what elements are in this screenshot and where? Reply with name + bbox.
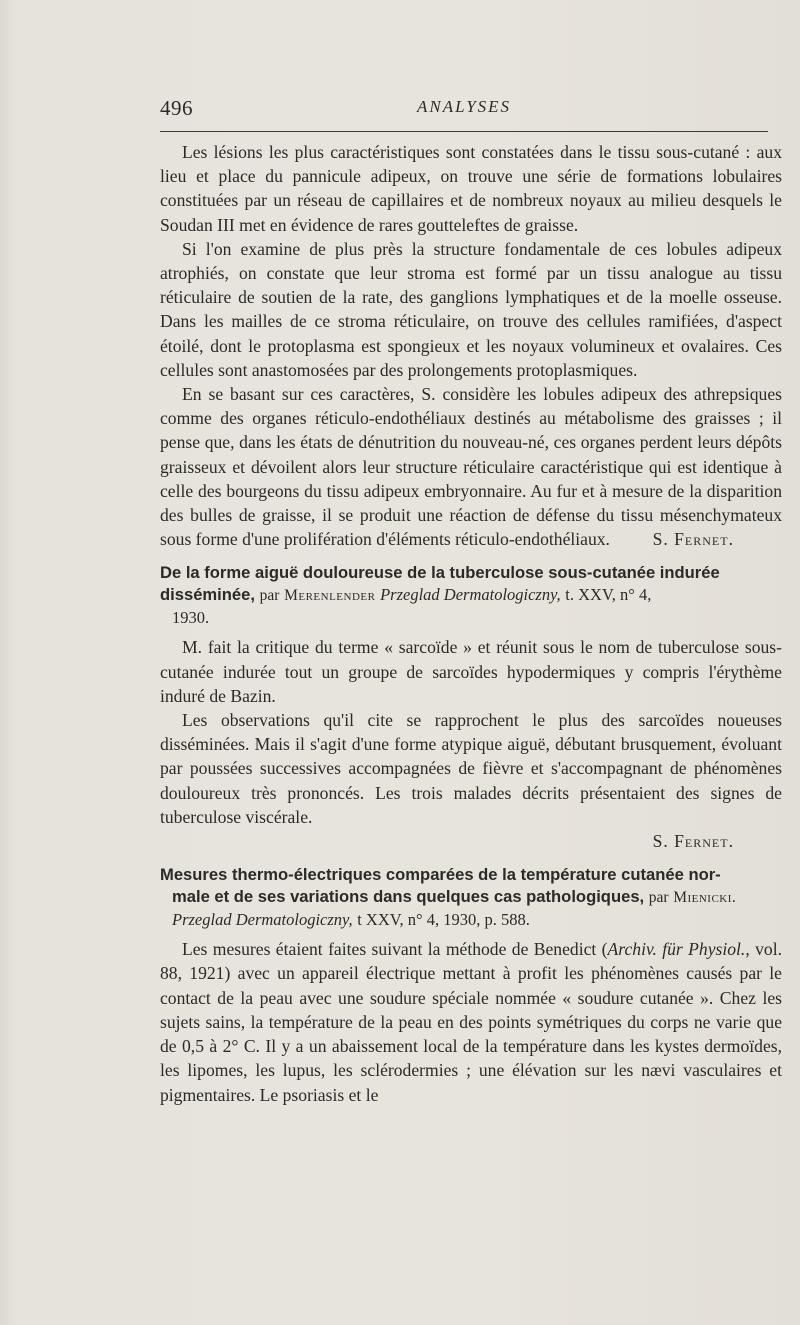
citation: Archiv. für Physiol.: [607, 939, 746, 960]
paragraph: [160, 382, 782, 551]
paragraph: Les lésions les plus caractéristiques sont constatées dans le tissu sous-cutané : aux lieu et place du pannicule adipeux, on trouve une série de formations lobulaires constituées par un réseau de capillaires et de nombreux noyaux au milieu desquels le Soudan III met en évidence de rares goutteleftes de graisse.: [160, 142, 782, 235]
journal-reference: t XXV, n° 4, 1930, p. 588.: [357, 910, 530, 930]
author-name: Merenlender: [284, 587, 376, 605]
page-content: [160, 140, 782, 1107]
signature: S. Fernet.: [652, 529, 734, 550]
paragraph: Les observations qu'il cite se rapprochent le plus des sarcoïdes noueuses disséminées. Mais il s'agit d'une forme atypique aiguë, débutant brusquement, évoluant par poussées successives accompagnées de fièvre et s'accompagnant de phénomènes douloureux très prononcés. Les trois malades décrits présentaient des signes de tuberculose viscérale.: [160, 710, 782, 827]
by-label: par: [259, 587, 280, 605]
title-line: male et de ses variations dans quelques cas pathologiques,: [172, 887, 645, 907]
paragraph-text: Les mesures étaient faites suivant la méthode de Benedict (: [182, 939, 608, 960]
paragraph: Si l'on examine de plus près la structure fondamentale de ces lobules adipeux atrophiés, on constate que leur stroma est formé par un tissu analogue au tissu réticulaire de soutien de la rate, des ganglions lymphatiques et de la moelle osseuse. Dans les mailles de ce stroma réticulaire, on trouve des cellules ramifiées, d'aspect étoilé, dont le protoplasma est spongieux et les noyaux volumineux et ovalaires. Ces cellules sont anastomosées par des prolongements protoplasmiques.: [160, 238, 782, 380]
journal-name: Przeglad Dermatologiczny,: [380, 585, 561, 605]
author-name: Mienicki.: [673, 889, 737, 907]
journal-name: Przeglad Dermatologiczny,: [172, 910, 353, 930]
article-title: [160, 562, 782, 629]
paragraph: [160, 937, 782, 1106]
journal-year: 1930.: [172, 608, 210, 628]
paragraph-text: , vol. 88, 1921) avec un appareil électrique mettant à profit les phénomènes causés par le contact de la peau avec une soudure spéciale nommée « soudure cutanée ». Chez les sujets sains, la température de la peau en des points symétriques du corps ne varie que de 0,5 à 2° C. Il y a un abaissement local de la température dans les kystes dermoïdes, les lipomes, les lupus, les sclérodermies ; une élévation sur les nævi vasculaires et pigmentaires. Le psoriasis et le: [160, 939, 782, 1105]
title-line: De la forme aiguë douloureuse de la tuberculose sous-cutanée indurée: [160, 563, 720, 583]
page-header: [160, 96, 768, 128]
journal-reference: t. XXV, n° 4,: [565, 585, 652, 605]
paragraph: M. fait la critique du terme « sarcoïde » et réunit sous le nom de tuberculose sous-cutanée indurée tout un groupe de sarcoïdes hypodermiques y compris l'érythème induré de Bazin.: [160, 637, 782, 706]
title-line: disséminée,: [160, 585, 256, 605]
article-title: [160, 864, 782, 931]
paragraph-text: En se basant sur ces caractères, S. considère les lobules adipeux des athrepsiques comme des organes réticulo-endothéliaux destinés au métabolisme des graisses ; il pense que, dans les états de dénutrition du nouveau-né, ces organes perdent leurs dépôts graisseux et dévoilent alors leur structure réticulaire caractéristique qui est identique à celle des bourgeons du tissu adipeux embryonnaire. Au fur et à mesure de la disparition des bulles de graisse, il se produit une réaction de défense du tissu mésenchymateux sous forme d'une prolifération d'éléments réticulo-endothéliaux.: [160, 384, 782, 550]
page-number: 496: [160, 96, 193, 120]
running-title: ANALYSES: [416, 97, 512, 116]
signature: S. Fernet.: [652, 831, 734, 852]
title-line: Mesures thermo-électriques comparées de la température cutanée nor-: [160, 865, 721, 885]
by-label: par: [648, 889, 669, 907]
header-rule: [160, 131, 768, 132]
